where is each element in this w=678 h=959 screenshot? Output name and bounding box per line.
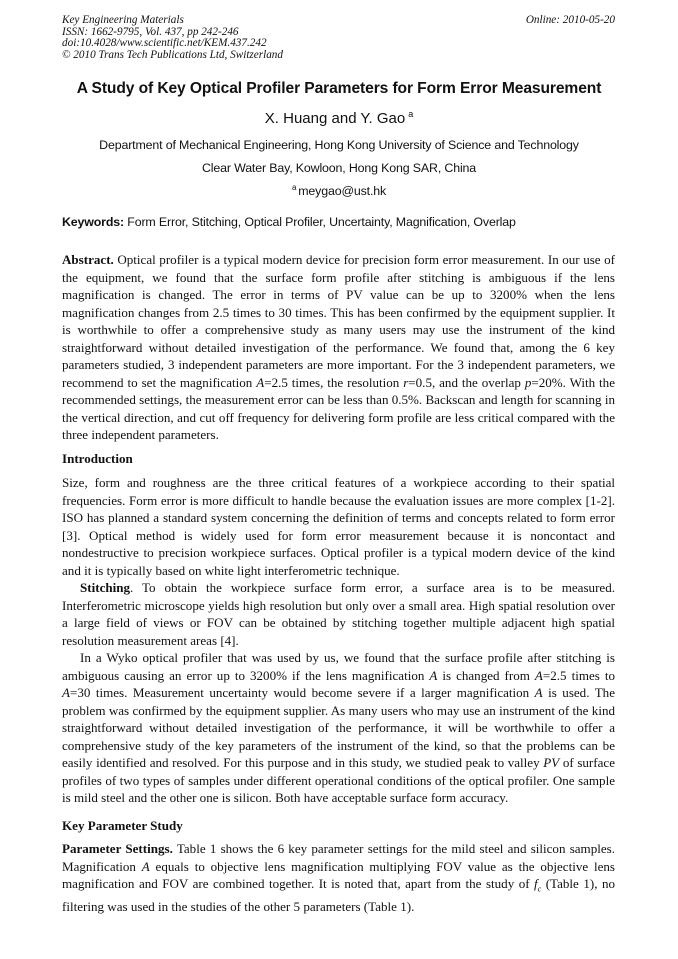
- abstract-text: Optical profiler is a typical modern device for precision form error measurement. In our use of the equipment, we found that the surface form profile after stitching is ambiguous if the lens magnification is changed. The error in terms of PV value can be up to 3200% when the lens magnification changes from 2.5 times to 30 times. This has been confirmed by the equipment supplier. It is worthwhile to offer a comprehensive study as many users may use the instrument of the kind straightforward without detailed investigation of the performance. We found that, among the 6 key parameters studied, 3 independent parameters are more important. For the 3 independent parameters, we recommend to set the magnification: [62, 252, 615, 390]
- parameter-settings-label: Parameter Settings.: [62, 841, 173, 856]
- intro-paragraph-3: [62, 649, 615, 807]
- paragraph-text: =2.5 times to: [542, 667, 615, 683]
- paragraph-text: In a Wyko optical profiler that was used by us, we found that the surface profile after stitching is ambiguous causing an error up to 3200% if the lens magnification: [62, 650, 615, 683]
- variable-A: A: [534, 685, 543, 701]
- intro-paragraph-stitching: [62, 579, 615, 649]
- author-superscript: a: [408, 109, 414, 119]
- section-heading-key-parameter-study: Key Parameter Study: [62, 818, 183, 833]
- affiliation-line-1: Department of Mechanical Engineering, Hong Kong University of Science and Technology: [99, 138, 579, 152]
- abstract-text: =2.5 times, the resolution: [264, 374, 404, 390]
- author-names: X. Huang and Y. Gao: [264, 110, 406, 127]
- online-date: Online: 2010-05-20: [525, 14, 615, 26]
- paragraph-text: Table 1 shows the 6 key parameter settings for the mild steel and silicon samples. Magnification: [62, 841, 615, 874]
- abstract-text: =0.5, and the overlap: [408, 374, 525, 390]
- paragraph-text: (Table 1), no filtering was used in the studies of the other 5 parameters (Table 1).: [62, 876, 615, 915]
- variable-PV: PV: [543, 755, 560, 771]
- abstract-text: =20%. With the recommended settings, the measurement error can be less than 0.5%. Backscan and length for scanning in the vertical direction, and cut off frequency for delivering form profile are less critical compared with the three independent parameters.: [62, 374, 615, 443]
- paragraph-text: is changed from: [437, 667, 535, 683]
- paragraph-text: equals to objective lens magnification multiplying FOV value as the objective lens magnification and FOV are combined together. It is noted that, apart from the study of: [62, 858, 615, 892]
- issn-volume-pages: ISSN: 1662-9795, Vol. 437, pp 242-246: [62, 25, 239, 38]
- copyright: © 2010 Trans Tech Publications Ltd, Switzerland: [62, 48, 283, 61]
- paragraph-text: . To obtain the workpiece surface form error, a surface area is to be measured. Interferometric microscope yields high resolution but only over a small area. High spatial resolution over a large field of views or FOV can be obtained by stitching together multiple adjacent high spatial resolution measurement areas [4].: [62, 580, 615, 648]
- variable-A: A: [534, 667, 543, 683]
- authors: [0, 109, 678, 127]
- journal-name: Key Engineering Materials: [62, 14, 184, 26]
- variable-A: A: [62, 685, 70, 701]
- abstract-label: Abstract.: [62, 252, 114, 267]
- subscript-c: c: [537, 884, 542, 894]
- variable-A: A: [141, 858, 150, 874]
- affiliation-line-2: Clear Water Bay, Kowloon, Hong Kong SAR, China: [201, 161, 477, 175]
- paragraph-text: =30 times. Measurement uncertainty would become severe if a larger magnification: [69, 685, 535, 701]
- variable-r: r: [403, 374, 409, 390]
- variable-A: A: [256, 374, 265, 390]
- keywords-list: Form Error, Stitching, Optical Profiler, Uncertainty, Magnification, Overlap: [127, 215, 516, 229]
- variable-p: p: [524, 374, 532, 390]
- publication-header: [62, 15, 283, 61]
- abstract: [62, 251, 615, 444]
- keywords: [62, 215, 516, 229]
- email-superscript: a: [291, 183, 297, 192]
- keywords-label: Keywords:: [62, 215, 124, 229]
- doi: doi:10.4028/www.scientific.net/KEM.437.242: [62, 37, 267, 50]
- author-email[interactable]: meygao@ust.hk: [298, 184, 387, 198]
- variable-f: f: [534, 876, 538, 892]
- paragraph-text: of surface profiles of two types of samples under different operational conditions of the optical profiler. One sample is mild steel and the other one is silicon. Both have acceptable surface form accuracy.: [62, 755, 615, 806]
- section-heading-introduction: Introduction: [62, 451, 133, 466]
- paper-title: A Study of Key Optical Profiler Parameters for Form Error Measurement: [76, 80, 602, 97]
- email-line: [0, 183, 678, 198]
- parameter-settings-paragraph: [62, 840, 615, 916]
- variable-A: A: [429, 667, 438, 683]
- intro-paragraph-1: Size, form and roughness are the three critical features of a workpiece according to their spatial frequencies. Form error is more difficult to handle because the evaluation issues are more complex [1-2]. ISO has planned a standard system concerning the definition of terms and concepts related to form error [3]. Optical method is widely used for form error measurement because it is noncontact and nondestructive to precision workpiece surfaces. Optical profiler is a typical modern device of the kind and it is typically based on white light interferometric technique.: [62, 475, 615, 578]
- stitching-label: Stitching: [80, 580, 131, 595]
- paragraph-text: is used. The problem was confirmed by the equipment supplier. As many users who may use an instrument of the kind straightforward without detailed investigation of the performance, it will be worthwhile to offer a comprehensive study of the key parameters of the instrument of the kind, so that the problems can be easily identified and resolved. For this purpose and in this study, we studied peak to valley: [62, 685, 615, 771]
